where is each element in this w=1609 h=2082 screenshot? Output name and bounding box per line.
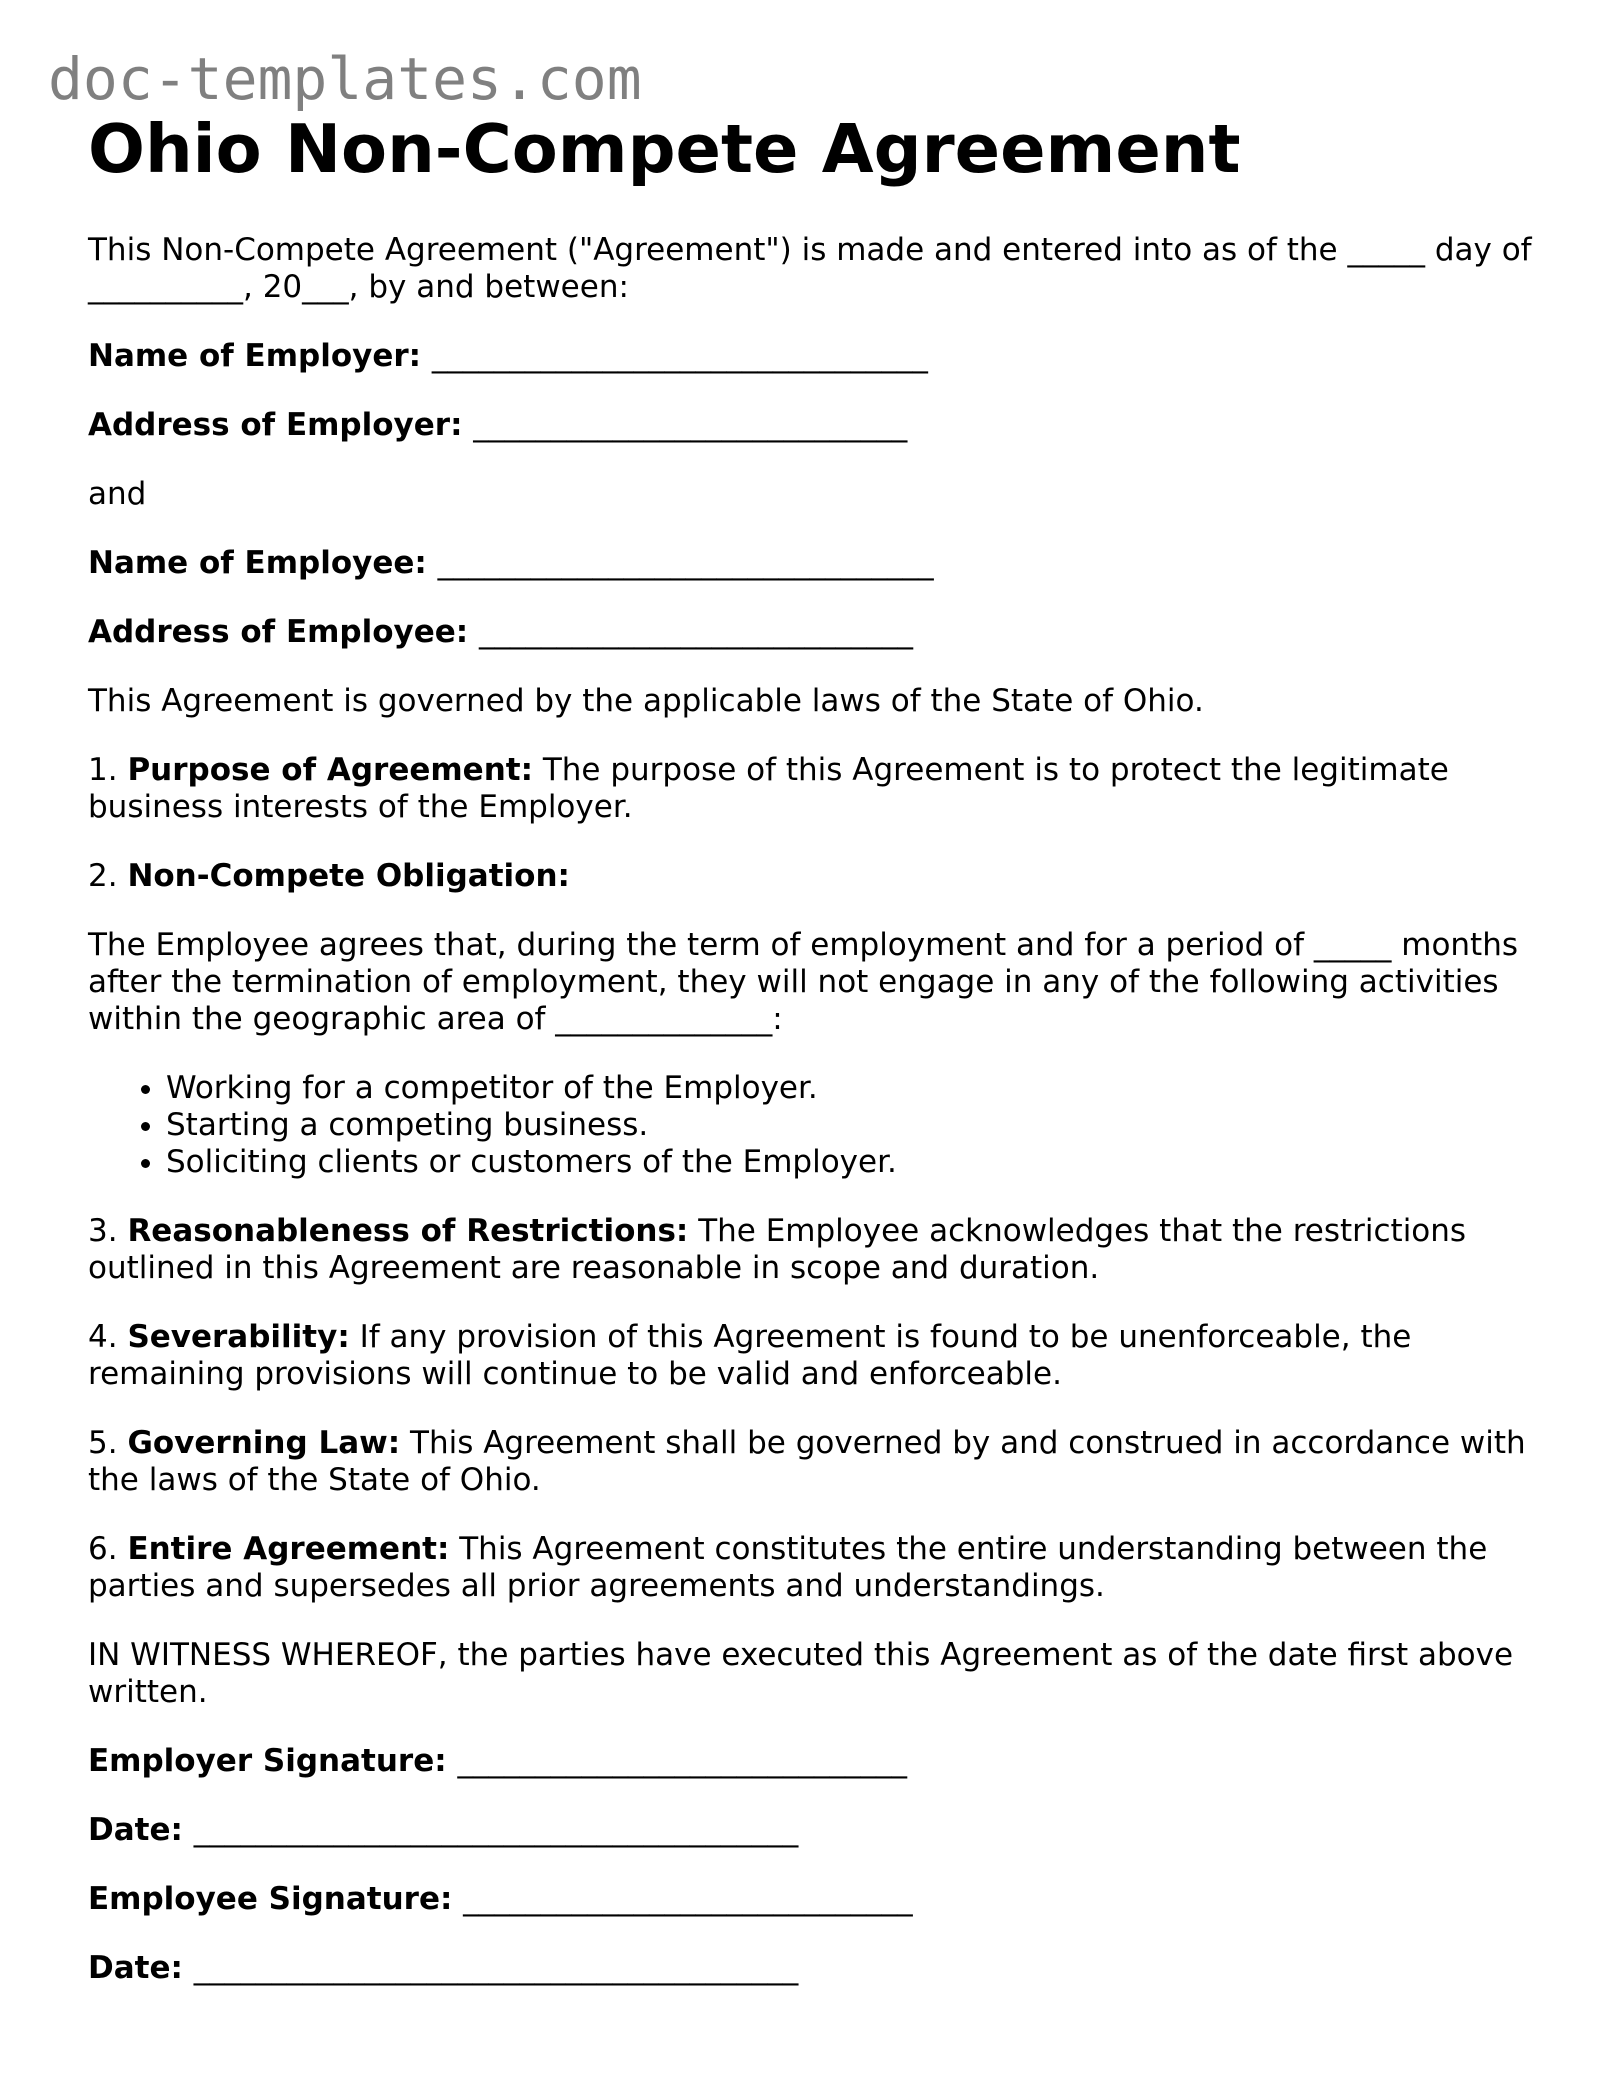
employee-name-label: Name of Employee:: [88, 545, 427, 581]
section-heading: Governing Law:: [127, 1425, 401, 1461]
employer-signature-blank[interactable]: _____________________________: [457, 1743, 907, 1779]
employer-address-field: [88, 407, 1538, 444]
section-number: 4.: [88, 1319, 118, 1355]
list-item: • Soliciting clients or customers of the Employer.: [166, 1144, 1538, 1181]
employer-address-label: Address of Employer:: [88, 407, 463, 443]
section-reasonableness: [88, 1213, 1538, 1287]
employee-signature-label: Employee Signature:: [88, 1881, 453, 1917]
section-body: If any provision of this Agreement is found to be unenforceable, the remaining provisions will continue to be valid and enforceable.: [88, 1319, 1412, 1392]
section-heading: Entire Agreement:: [127, 1531, 450, 1567]
section-purpose: [88, 752, 1538, 826]
employee-date-blank[interactable]: _______________________________________: [193, 1950, 799, 1986]
section-entire-agreement: [88, 1531, 1538, 1605]
watermark-text: doc-templates.com: [48, 45, 642, 113]
section-heading: Purpose of Agreement:: [127, 752, 533, 788]
section-heading: Severability:: [127, 1319, 350, 1355]
employer-signature-label: Employer Signature:: [88, 1743, 447, 1779]
employee-date-field: [88, 1950, 1538, 1987]
non-compete-body: The Employee agrees that, during the term of employment and for a period of _____ months after the termination of employment, they will not engage in any of the following activities within the geographic area of ______________:: [88, 927, 1519, 1037]
employee-address-label: Address of Employee:: [88, 614, 469, 650]
section-number: 3.: [88, 1213, 118, 1249]
section-body: The purpose of this Agreement is to protect the legitimate business interests of the Employer.: [88, 752, 1449, 825]
employer-name-field: [88, 338, 1538, 375]
employee-date-label: Date:: [88, 1950, 183, 1986]
employer-name-blank[interactable]: ________________________________: [431, 338, 928, 374]
list-item: • Starting a competing business.: [166, 1107, 1538, 1144]
section-heading: Reasonableness of Restrictions:: [127, 1213, 689, 1249]
list-item: • Working for a competitor of the Employer.: [166, 1070, 1538, 1107]
section-non-compete: [88, 858, 1538, 895]
section-number: 2.: [88, 858, 118, 894]
employer-date-blank[interactable]: _______________________________________: [193, 1812, 799, 1848]
section-body: The Employee acknowledges that the restrictions outlined in this Agreement are reasonable in scope and duration.: [88, 1213, 1467, 1286]
section-body: This Agreement shall be governed by and construed in accordance with the laws of the State of Ohio.: [88, 1425, 1526, 1498]
employer-name-label: Name of Employer:: [88, 338, 422, 374]
employee-signature-blank[interactable]: _____________________________: [463, 1881, 913, 1917]
employee-signature-field: [88, 1881, 1538, 1918]
document-title: Ohio Non-Compete Agreement: [88, 110, 1241, 188]
employer-signature-field: [88, 1743, 1538, 1780]
witness-paragraph: IN WITNESS WHEREOF, the parties have executed this Agreement as of the date first above written.: [88, 1637, 1514, 1710]
section-severability: [88, 1319, 1538, 1393]
employee-name-field: [88, 545, 1538, 582]
employee-name-blank[interactable]: ________________________________: [437, 545, 934, 581]
section-heading: Non-Compete Obligation:: [127, 858, 570, 894]
section-number: 1.: [88, 752, 118, 788]
employer-date-field: [88, 1812, 1538, 1849]
employee-address-field: [88, 614, 1538, 651]
governed-paragraph: This Agreement is governed by the applicable laws of the State of Ohio.: [88, 683, 1204, 719]
section-governing-law: [88, 1425, 1538, 1499]
section-number: 5.: [88, 1425, 118, 1461]
document-page: [88, 108, 1538, 2019]
employer-date-label: Date:: [88, 1812, 183, 1848]
intro-paragraph: This Non-Compete Agreement ("Agreement") is made and entered into as of the _____ day of __________, 20___, by and between:: [88, 232, 1532, 305]
restricted-activities-list: [88, 1070, 1538, 1181]
section-body: This Agreement constitutes the entire understanding between the parties and supersedes all prior agreements and understandings.: [88, 1531, 1488, 1604]
employer-address-blank[interactable]: ____________________________: [473, 407, 908, 443]
section-number: 6.: [88, 1531, 118, 1567]
employee-address-blank[interactable]: ____________________________: [479, 614, 914, 650]
and-text: and: [88, 476, 147, 512]
